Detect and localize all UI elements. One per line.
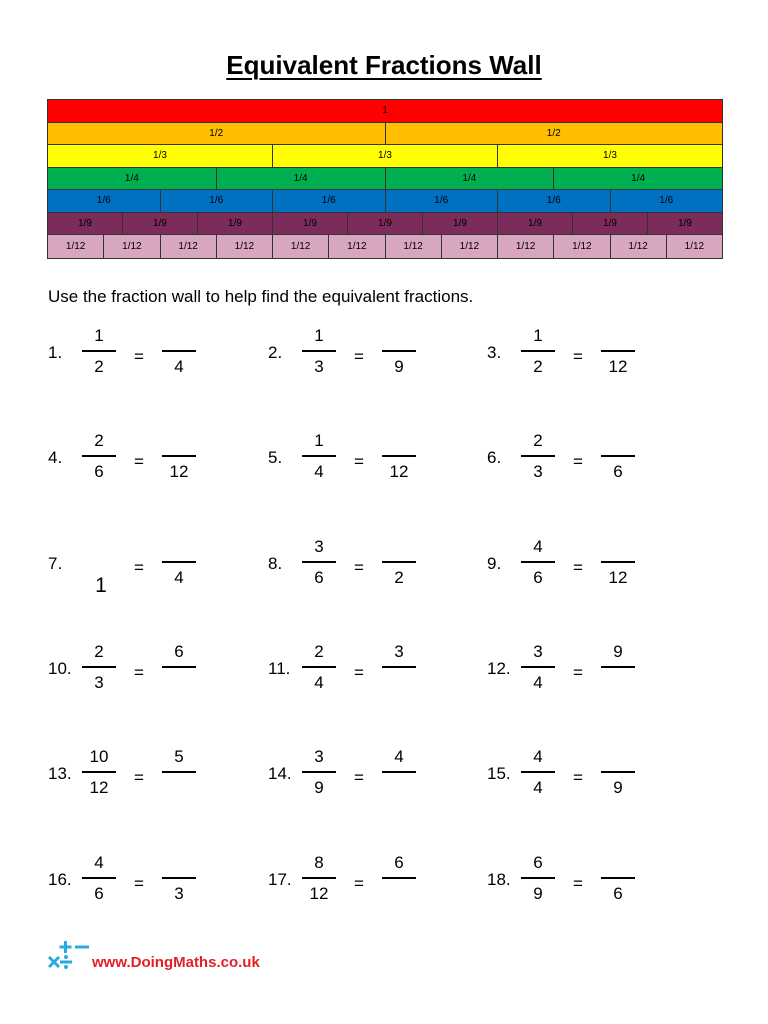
problem: [487, 642, 687, 729]
wall-cell: 1/6: [386, 190, 499, 212]
wall-cell: 1/6: [161, 190, 274, 212]
fraction-bar: [601, 455, 635, 457]
fraction-bar: [82, 455, 116, 457]
given-fraction: [82, 325, 116, 385]
fraction-bar: [601, 561, 635, 563]
wall-cell: 1/9: [123, 213, 198, 235]
answer-fraction[interactable]: [601, 852, 635, 912]
denominator: 4: [314, 673, 324, 692]
answer-denominator[interactable]: 12: [389, 462, 409, 481]
fraction-bar: [162, 350, 196, 352]
fraction-bar: [601, 350, 635, 352]
given-fraction: [521, 746, 555, 806]
fraction-bar: [382, 350, 416, 352]
answer-fraction[interactable]: [162, 430, 196, 490]
given-fraction: [521, 325, 555, 385]
equals-sign: =: [134, 347, 144, 366]
page-title: Equivalent Fractions Wall: [226, 50, 542, 80]
fraction-bar: [521, 561, 555, 563]
numerator: 3: [314, 747, 324, 766]
fraction-bar: [162, 455, 196, 457]
equals-sign: =: [573, 558, 583, 577]
wall-row: [48, 123, 722, 146]
answer-numerator[interactable]: [162, 852, 196, 874]
answer-denominator[interactable]: 4: [174, 568, 184, 587]
problem: [48, 747, 248, 834]
whole-number: 1: [95, 574, 107, 597]
wall-cell: 1/6: [273, 190, 386, 212]
answer-fraction[interactable]: [382, 852, 416, 912]
equals-sign: =: [573, 452, 583, 471]
numerator: 1: [533, 326, 543, 345]
wall-cell: 1/9: [273, 213, 348, 235]
given-fraction: [82, 852, 116, 912]
problem-number: 3.: [487, 343, 502, 362]
fraction-bar: [302, 877, 336, 879]
answer-numerator[interactable]: [601, 746, 635, 768]
problem-number: 14.: [268, 764, 292, 783]
fraction-bar: [302, 666, 336, 668]
answer-fraction[interactable]: [382, 641, 416, 701]
answer-fraction[interactable]: [162, 746, 196, 806]
website-link[interactable]: www.DoingMaths.co.uk: [92, 954, 260, 971]
fraction-bar: [302, 350, 336, 352]
answer-denominator[interactable]: 4: [174, 357, 184, 376]
numerator: 1: [314, 326, 324, 345]
fraction-bar: [382, 455, 416, 457]
wall-cell: 1/12: [554, 235, 610, 258]
wall-cell: 1/12: [217, 235, 273, 258]
given-fraction: [302, 852, 336, 912]
answer-numerator[interactable]: [601, 536, 635, 558]
math-operators-icon: [46, 940, 90, 974]
equals-sign: =: [134, 874, 144, 893]
numerator: 10: [89, 747, 109, 766]
problem: [48, 431, 248, 518]
wall-cell: 1/12: [161, 235, 217, 258]
answer-fraction[interactable]: [382, 746, 416, 806]
given-fraction: [82, 746, 116, 806]
wall-cell: 1/12: [386, 235, 442, 258]
answer-numerator[interactable]: [162, 430, 196, 452]
denominator: 12: [309, 884, 329, 903]
problem: [48, 853, 248, 940]
answer-numerator[interactable]: [382, 325, 416, 347]
given-fraction: [521, 430, 555, 490]
problem: [268, 326, 468, 413]
problem-number: 7.: [48, 554, 63, 573]
answer-fraction[interactable]: [162, 641, 196, 701]
denominator: 4: [314, 462, 324, 481]
wall-cell: 1/4: [48, 168, 217, 190]
denominator: 4: [533, 778, 543, 797]
problem-number: 13.: [48, 764, 72, 783]
given-fraction: [82, 430, 116, 490]
wall-cell: 1: [48, 100, 722, 122]
numerator: 3: [533, 642, 543, 661]
answer-denominator[interactable]: 9: [613, 778, 623, 797]
wall-cell: 1/12: [442, 235, 498, 258]
equals-sign: =: [354, 874, 364, 893]
problem: [48, 642, 248, 729]
fraction-bar: [521, 350, 555, 352]
given-fraction: [521, 641, 555, 701]
answer-fraction[interactable]: [601, 536, 635, 596]
fraction-bar: [382, 771, 416, 773]
denominator: 3: [533, 462, 543, 481]
answer-numerator[interactable]: 5: [174, 747, 184, 766]
answer-fraction[interactable]: [382, 430, 416, 490]
answer-denominator[interactable]: [382, 883, 416, 905]
given-fraction: [302, 430, 336, 490]
fraction-bar: [302, 771, 336, 773]
fraction-bar: [382, 877, 416, 879]
answer-fraction[interactable]: [382, 536, 416, 596]
answer-numerator[interactable]: [382, 536, 416, 558]
problem-number: 2.: [268, 343, 283, 362]
given-fraction: [302, 536, 336, 596]
answer-numerator[interactable]: [162, 536, 196, 558]
numerator: 1: [94, 326, 104, 345]
given-fraction: [82, 641, 116, 701]
numerator: 3: [314, 537, 324, 556]
problem-number: 11.: [268, 659, 291, 678]
wall-cell: 1/12: [48, 235, 104, 258]
fraction-bar: [601, 877, 635, 879]
problem-number: 16.: [48, 870, 72, 889]
answer-numerator[interactable]: [601, 325, 635, 347]
wall-row: [48, 213, 722, 236]
answer-numerator[interactable]: 6: [394, 853, 404, 872]
equals-sign: =: [134, 452, 144, 471]
equals-sign: =: [354, 768, 364, 787]
equals-sign: =: [573, 663, 583, 682]
fraction-bar: [601, 666, 635, 668]
wall-row: [48, 100, 722, 123]
wall-cell: 1/6: [498, 190, 611, 212]
answer-numerator[interactable]: [601, 852, 635, 874]
answer-denominator[interactable]: 3: [174, 884, 184, 903]
fraction-bar: [162, 877, 196, 879]
wall-row: [48, 190, 722, 213]
fraction-bar: [162, 666, 196, 668]
fraction-bar: [382, 666, 416, 668]
answer-denominator[interactable]: 6: [613, 884, 623, 903]
problem: [268, 642, 468, 729]
answer-numerator[interactable]: 3: [394, 642, 404, 661]
denominator: 4: [533, 673, 543, 692]
problem: [268, 431, 468, 518]
problem-number: 9.: [487, 554, 502, 573]
wall-cell: 1/12: [104, 235, 160, 258]
wall-cell: 1/2: [48, 123, 386, 145]
wall-cell: 1/9: [423, 213, 498, 235]
answer-denominator[interactable]: [162, 777, 196, 799]
given-fraction: [521, 536, 555, 596]
problem: [487, 326, 687, 413]
problem-number: 18.: [487, 870, 511, 889]
fraction-bar: [302, 561, 336, 563]
wall-cell: 1/2: [386, 123, 723, 145]
fraction-bar: [382, 561, 416, 563]
answer-denominator[interactable]: 12: [608, 357, 628, 376]
numerator: 2: [314, 642, 324, 661]
wall-cell: 1/9: [498, 213, 573, 235]
wall-cell: 1/4: [386, 168, 555, 190]
wall-cell: 1/3: [48, 145, 273, 167]
answer-fraction[interactable]: [601, 430, 635, 490]
numerator: 2: [94, 431, 104, 450]
numerator: 1: [314, 431, 324, 450]
wall-cell: 1/9: [348, 213, 423, 235]
wall-cell: 1/9: [648, 213, 722, 235]
problem: [487, 431, 687, 518]
answer-denominator[interactable]: [162, 672, 196, 694]
answer-numerator[interactable]: 4: [394, 747, 404, 766]
denominator: 3: [314, 357, 324, 376]
fraction-bar: [82, 771, 116, 773]
denominator: 2: [533, 357, 543, 376]
wall-cell: 1/4: [554, 168, 722, 190]
answer-fraction[interactable]: [382, 325, 416, 385]
wall-cell: 1/9: [573, 213, 648, 235]
denominator: 6: [314, 568, 324, 587]
denominator: 9: [314, 778, 324, 797]
fraction-bar: [521, 455, 555, 457]
wall-cell: 1/12: [667, 235, 722, 258]
wall-row: [48, 145, 722, 168]
denominator: 12: [89, 778, 109, 797]
numerator: 2: [94, 642, 104, 661]
wall-cell: 1/12: [273, 235, 329, 258]
wall-cell: 1/12: [498, 235, 554, 258]
problem-number: 4.: [48, 448, 63, 467]
answer-numerator[interactable]: [162, 325, 196, 347]
equals-sign: =: [573, 874, 583, 893]
wall-cell: 1/6: [611, 190, 723, 212]
equals-sign: =: [354, 663, 364, 682]
equals-sign: =: [134, 663, 144, 682]
fraction-bar: [162, 561, 196, 563]
numerator: 6: [533, 853, 543, 872]
given-fraction: [521, 852, 555, 912]
given-fraction: [302, 325, 336, 385]
answer-numerator[interactable]: [382, 430, 416, 452]
answer-denominator[interactable]: 12: [608, 568, 628, 587]
equals-sign: =: [573, 768, 583, 787]
answer-fraction[interactable]: [601, 325, 635, 385]
wall-cell: 1/4: [217, 168, 386, 190]
fraction-bar: [162, 771, 196, 773]
problem: [268, 537, 468, 624]
answer-numerator[interactable]: 6: [174, 642, 184, 661]
problem: [268, 853, 468, 940]
wall-cell: 1/3: [498, 145, 722, 167]
instructions: Use the fraction wall to help find the equivalent fractions.: [48, 287, 474, 306]
answer-denominator[interactable]: 9: [394, 357, 404, 376]
equals-sign: =: [354, 347, 364, 366]
denominator: 9: [533, 884, 543, 903]
problem-number: 1.: [48, 343, 63, 362]
answer-denominator[interactable]: [382, 672, 416, 694]
numerator: 4: [533, 747, 543, 766]
denominator: 2: [94, 357, 104, 376]
problem: [487, 747, 687, 834]
answer-fraction[interactable]: [162, 536, 196, 596]
answer-fraction[interactable]: [601, 746, 635, 806]
equals-sign: =: [134, 558, 144, 577]
problem-number: 5.: [268, 448, 283, 467]
problem-number: 17.: [268, 870, 292, 889]
equals-sign: =: [134, 768, 144, 787]
problem: [48, 326, 248, 413]
equals-sign: =: [354, 558, 364, 577]
denominator: 6: [94, 462, 104, 481]
problem-number: 6.: [487, 448, 502, 467]
problem-number: 12.: [487, 659, 511, 678]
problem: [268, 747, 468, 834]
equals-sign: =: [573, 347, 583, 366]
given-fraction: [302, 641, 336, 701]
wall-cell: 1/3: [273, 145, 498, 167]
problem: [487, 537, 687, 624]
answer-denominator[interactable]: 2: [394, 568, 404, 587]
problem-number: 8.: [268, 554, 283, 573]
wall-cell: 1/9: [48, 213, 123, 235]
given-fraction: [302, 746, 336, 806]
answer-denominator[interactable]: 6: [613, 462, 623, 481]
numerator: 4: [94, 853, 104, 872]
fraction-bar: [521, 666, 555, 668]
wall-cell: 1/12: [611, 235, 667, 258]
answer-fraction[interactable]: [162, 325, 196, 385]
answer-fraction[interactable]: [162, 852, 196, 912]
problem: [487, 853, 687, 940]
answer-numerator[interactable]: 9: [613, 642, 623, 661]
fraction-bar: [601, 771, 635, 773]
problem: [48, 544, 248, 624]
problem-number: 10.: [48, 659, 72, 678]
wall-row: [48, 168, 722, 191]
doingmaths-logo: [46, 940, 306, 974]
answer-denominator[interactable]: [382, 777, 416, 799]
numerator: 2: [533, 431, 543, 450]
wall-cell: 1/6: [48, 190, 161, 212]
equals-sign: =: [354, 452, 364, 471]
problem-number: 15.: [487, 764, 511, 783]
answer-denominator[interactable]: 12: [169, 462, 189, 481]
numerator: 4: [533, 537, 543, 556]
fraction-bar: [302, 455, 336, 457]
fraction-bar: [82, 350, 116, 352]
answer-fraction[interactable]: [601, 641, 635, 701]
numerator: 8: [314, 853, 324, 872]
answer-denominator[interactable]: [601, 672, 635, 694]
fraction-bar: [82, 877, 116, 879]
wall-row: [48, 235, 722, 258]
fraction-bar: [82, 666, 116, 668]
fraction-bar: [521, 877, 555, 879]
wall-cell: 1/9: [198, 213, 273, 235]
answer-numerator[interactable]: [601, 430, 635, 452]
denominator: 6: [94, 884, 104, 903]
fraction-wall: [47, 99, 723, 259]
wall-cell: 1/12: [329, 235, 385, 258]
denominator: 3: [94, 673, 104, 692]
denominator: 6: [533, 568, 543, 587]
fraction-bar: [521, 771, 555, 773]
